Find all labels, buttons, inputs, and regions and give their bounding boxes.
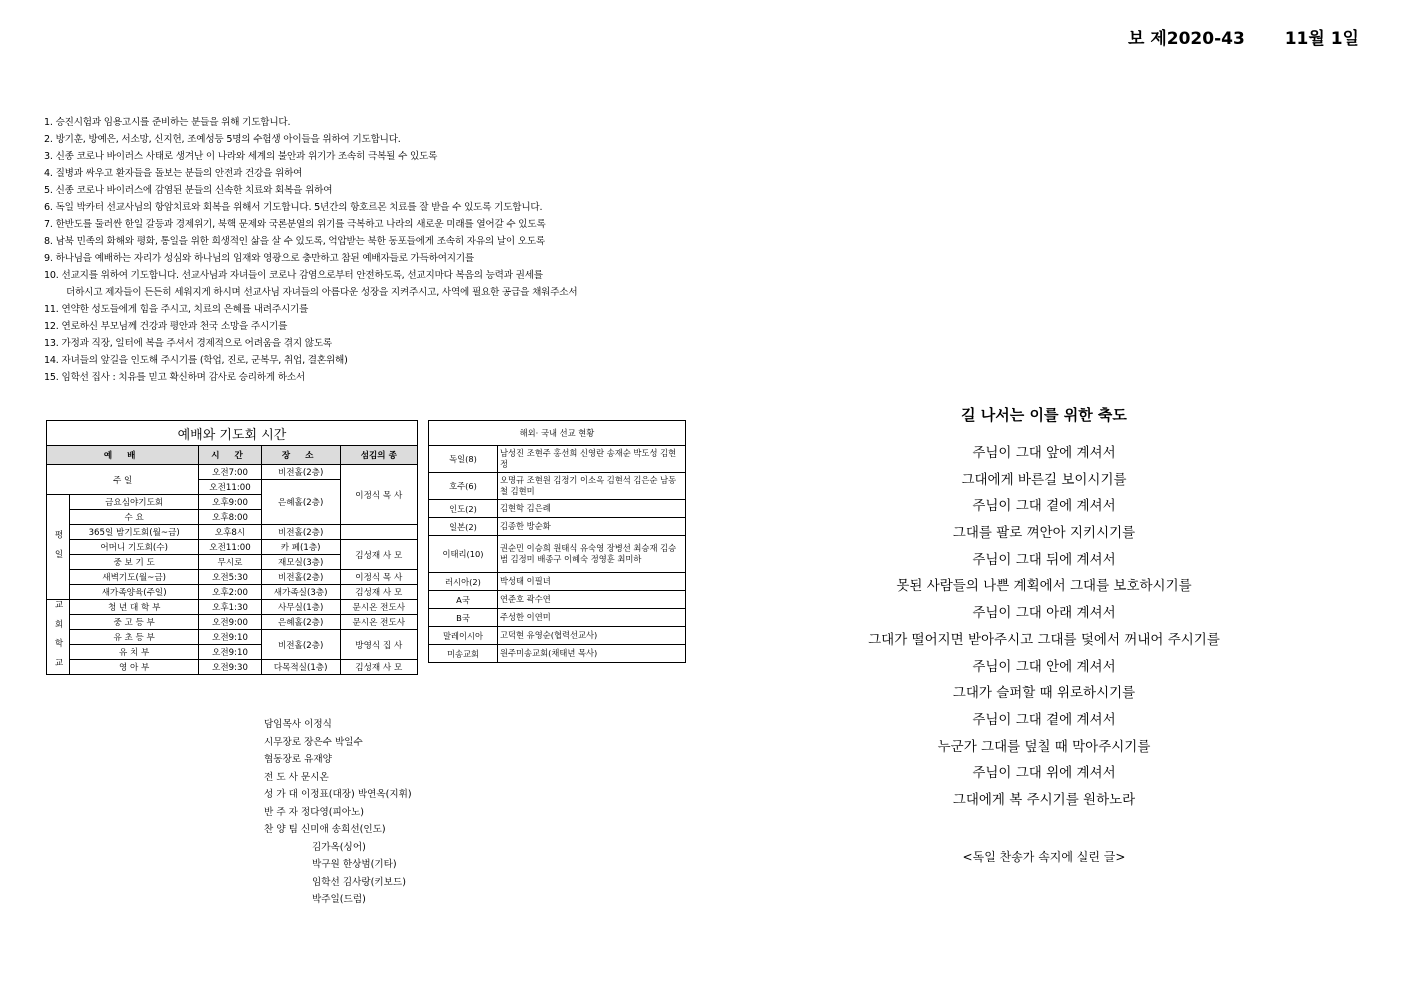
mission-area: 러시아(2) [429,573,498,591]
prayer-item: 15. 임학선 집사 : 치유를 믿고 확신하며 감사로 승리하게 하소서 [44,372,305,383]
staff-item: 성 가 대 이정표(대장) 박연옥(지휘) [264,789,412,800]
place-cell: 비전홀(2층) [261,630,340,660]
service-name: 365일 밤기도회(월~금) [70,525,199,540]
staff-item: 시무장로 장은수 박일수 [264,736,363,748]
place-cell: 비전홀(2층) [261,570,340,585]
staff-item-continued: 임학선 김사랑(키보드) [312,876,406,888]
prayer-item: 11. 연약한 성도들에게 힘을 주시고, 치료의 은혜를 내려주시기를 [44,304,309,315]
time-cell: 오후8:00 [199,510,261,525]
mission-names: 권순민 이승희 원태식 유숙영 장병선 최승재 김승범 김정미 배종구 이혜숙 정영훈 최미하 [498,536,686,573]
poem-line: 주님이 그대 곁에 계셔서 [972,498,1116,515]
issue-number: 보 제2020-43 [1128,29,1245,49]
mission-names: 고덕현 유영순(협력선교사) [498,627,686,645]
poem-line: 주님이 그대 위에 계셔서 [972,765,1116,782]
place-cell: 새가족실(3층) [261,585,340,600]
service-name: 새벽기도(월~금) [70,570,199,585]
prayer-list [44,114,684,386]
poem-line: 못된 사람들의 나쁜 계획에서 그대를 보호하시기를 [896,578,1192,595]
worship-table-title: 예배와 기도회 시간 [47,421,418,446]
prayer-item: 9. 하나님을 예배하는 자리가 성심와 하나님의 임재와 영광으로 충만하고 참된 예배자들로 가득하여지기를 [44,253,475,264]
place-cell: 다목적실(1층) [261,660,340,675]
poem-title: 길 나서는 이를 위한 축도 [961,406,1127,424]
leader-cell: 문시온 전도사 [340,600,417,615]
staff-item: 담임목사 이정식 [264,719,332,730]
place-cell: 은혜홀(2층) [261,615,340,630]
time-cell: 무시로 [199,555,261,570]
time-cell: 오후9:00 [199,495,261,510]
table-row [429,573,686,591]
staff-item: 찬 양 팀 신미애 송희선(인도) [264,824,386,835]
mission-area: 호주(6) [429,473,498,500]
service-name: 중 보 기 도 [70,555,199,570]
time-cell: 오전9:10 [199,645,261,660]
poem-line: 그대가 떨어지면 받아주시고 그대를 덫에서 꺼내어 주시기를 [868,631,1220,648]
col-header-leader: 섬김의 종 [340,446,417,465]
mission-names: 김종한 방순화 [498,518,686,536]
poem-line: 누군가 그대를 덮칠 때 막아주시기를 [937,738,1151,755]
time-cell: 오전11:00 [199,540,261,555]
place-cell: 카 페(1층) [261,540,340,555]
time-cell: 오전7:00 [199,465,261,480]
prayer-item: 4. 질병과 싸우고 환자들을 돌보는 분들의 안전과 건강을 위하여 [44,168,303,179]
leader-cell: 방영식 집 사 [340,630,417,660]
service-name: 수 요 [70,510,199,525]
poem-line: 주님이 그대 뒤에 계셔서 [972,551,1116,568]
weekday-group-label: 평 일 [47,495,70,600]
mission-names: 원주미송교회(채태년 목사) [498,645,686,663]
staff-item: 전 도 사 문시온 [264,771,329,783]
place-cell: 은혜홀(2층) [261,480,340,525]
col-header-time: 시 간 [199,446,261,465]
bulletin-header [1128,24,1368,49]
leader-cell: 문시온 전도사 [340,615,417,630]
time-cell: 오후8시 [199,525,261,540]
poem-line: 주님이 그대 아래 계셔서 [972,605,1116,622]
mission-names: 연준호 곽수연 [498,591,686,609]
poem-source: <독일 찬송가 속지에 실린 글> [962,849,1126,864]
leader-cell: 김성재 사 모 [340,540,417,570]
prayer-item: 3. 신종 코로나 바이러스 사태로 생겨난 이 나라와 세계의 불안과 위기가 조속히 극복될 수 있도록 [44,151,438,162]
time-cell: 오전9:10 [199,630,261,645]
mission-area: 미송교회 [429,645,498,663]
prayer-item-continued: 더하시고 제자들이 든든히 세워지게 하시며 선교사님 자녀들의 아름다운 성장을 지켜주시고, 사역에 필요한 공급을 채워주소서 [66,287,578,298]
staff-item: 반 주 자 정다영(피아노) [264,806,365,818]
worship-schedule-table [46,420,418,675]
time-cell: 오후2:00 [199,585,261,600]
issue-date: 11월 1일 [1284,29,1359,49]
service-name: 유 초 등 부 [70,630,199,645]
table-row [429,536,686,573]
prayer-item: 6. 독일 박카터 선교사님의 항암치료와 회복을 위해서 기도합니다. 5년간의 항호르몬 치료를 잘 받을 수 있도록 기도합니다. [44,202,543,213]
table-row [429,591,686,609]
prayer-item: 8. 남북 민족의 화해와 평화, 통일을 위한 희생적인 삶을 살 수 있도록, 억압받는 북한 동포들에게 조속히 자유의 날이 오도록 [44,236,545,247]
poem-line: 그대에게 바른길 보이시기를 [961,471,1127,488]
mission-area: 이태리(10) [429,536,498,573]
time-cell: 오전9:00 [199,615,261,630]
place-cell: 사무실(1층) [261,600,340,615]
service-name: 청 년 대 학 부 [70,600,199,615]
sunday-service: 주 일 [47,465,199,495]
place-cell: 재모실(3층) [261,555,340,570]
prayer-item: 13. 가정과 직장, 일터에 복을 주셔서 경제적으로 어려움을 겪지 않도록 [44,338,332,349]
mission-area: 독일(8) [429,446,498,473]
mission-status-table [428,420,686,663]
mission-names: 오명규 조현원 김정기 이소옥 김현석 김은순 남동철 김현미 [498,473,686,500]
table-row [429,518,686,536]
poem-line: 주님이 그대 곁에 계셔서 [972,711,1116,728]
church-school-group-label: 교 회 학 교 [47,600,70,675]
service-name: 어머니 기도회(수) [70,540,199,555]
mission-area: B국 [429,609,498,627]
table-row [429,645,686,663]
mission-table-title: 해외· 국내 선교 현황 [429,421,686,446]
mission-area: A국 [429,591,498,609]
col-header-place: 장 소 [261,446,340,465]
prayer-item: 5. 신종 코로나 바이러스에 감염된 분들의 신속한 치료와 회복을 위하여 [44,185,333,196]
staff-item: 협동장로 유재양 [264,754,332,765]
mission-names: 남성진 조현주 홍선희 신영란 송재순 박도성 김현정 [498,446,686,473]
time-cell: 오전9:30 [199,660,261,675]
poem-line: 주님이 그대 안에 계셔서 [972,658,1116,675]
mission-area: 인도(2) [429,500,498,518]
staff-list [264,716,484,909]
service-name: 영 아 부 [70,660,199,675]
prayer-item: 7. 한반도를 둘러싼 한일 갈등과 경제위기, 북핵 문제와 국론분열의 위기를 극복하고 나라의 새로운 미래를 열어갈 수 있도록 [44,219,546,230]
leader-cell: 이정식 목 사 [340,465,417,525]
service-name: 금요심야기도회 [70,495,199,510]
staff-item-continued: 김가옥(싱어) [312,841,366,853]
leader-cell: 김성재 사 모 [340,660,417,675]
place-cell: 비전홀(2층) [261,465,340,480]
poem-line: 그대에게 복 주시기를 원하노라 [952,791,1136,808]
prayer-item: 10. 선교지를 위하여 기도합니다. 선교사님과 자녀들이 코로나 감염으로부터 안전하도록, 선교지마다 복음의 능력과 권세를 [44,270,543,281]
prayer-item: 12. 연로하신 부모님께 건강과 평안과 천국 소망을 주시기를 [44,321,288,332]
mission-names: 김현학 김은례 [498,500,686,518]
table-row [429,627,686,645]
mission-names: 주성한 이연미 [498,609,686,627]
table-row [429,473,686,500]
mission-names: 박성태 이필녀 [498,573,686,591]
poem-line: 그대가 슬퍼할 때 위로하시기를 [952,685,1136,702]
staff-item-continued: 박주일(드럼) [312,894,366,905]
mission-area: 일본(2) [429,518,498,536]
time-cell: 오전5:30 [199,570,261,585]
mission-area: 말레이시아 [429,627,498,645]
leader-cell: 김성재 사 모 [340,585,417,600]
staff-item-continued: 박구원 한상범(기타) [312,859,397,870]
table-row [429,500,686,518]
service-name: 새가족양육(주일) [70,585,199,600]
prayer-item: 1. 승진시험과 임용고시를 준비하는 분들을 위해 기도합니다. [44,117,291,128]
prayer-item: 2. 방기훈, 방예은, 서소망, 신지헌, 조예성등 5명의 수험생 아이들을 위하여 기도합니다. [44,134,401,145]
table-row [429,609,686,627]
col-header-service: 예 배 [47,446,199,465]
place-cell: 비전홀(2층) [261,525,340,540]
table-row [429,446,686,473]
prayer-item: 14. 자녀들의 앞길을 인도해 주시기를 (학업, 진로, 군복무, 취업, 결혼위해) [44,355,348,366]
time-cell: 오후1:30 [199,600,261,615]
service-name: 중 고 등 부 [70,615,199,630]
leader-cell: 이정식 목 사 [340,570,417,585]
time-cell: 오전11:00 [199,480,261,495]
benediction-poem [828,404,1260,865]
poem-line: 주님이 그대 앞에 계셔서 [972,445,1116,461]
leader-cell [340,525,417,540]
poem-line: 그대를 팔로 껴안아 지키시기를 [952,525,1136,542]
service-name: 유 치 부 [70,645,199,660]
